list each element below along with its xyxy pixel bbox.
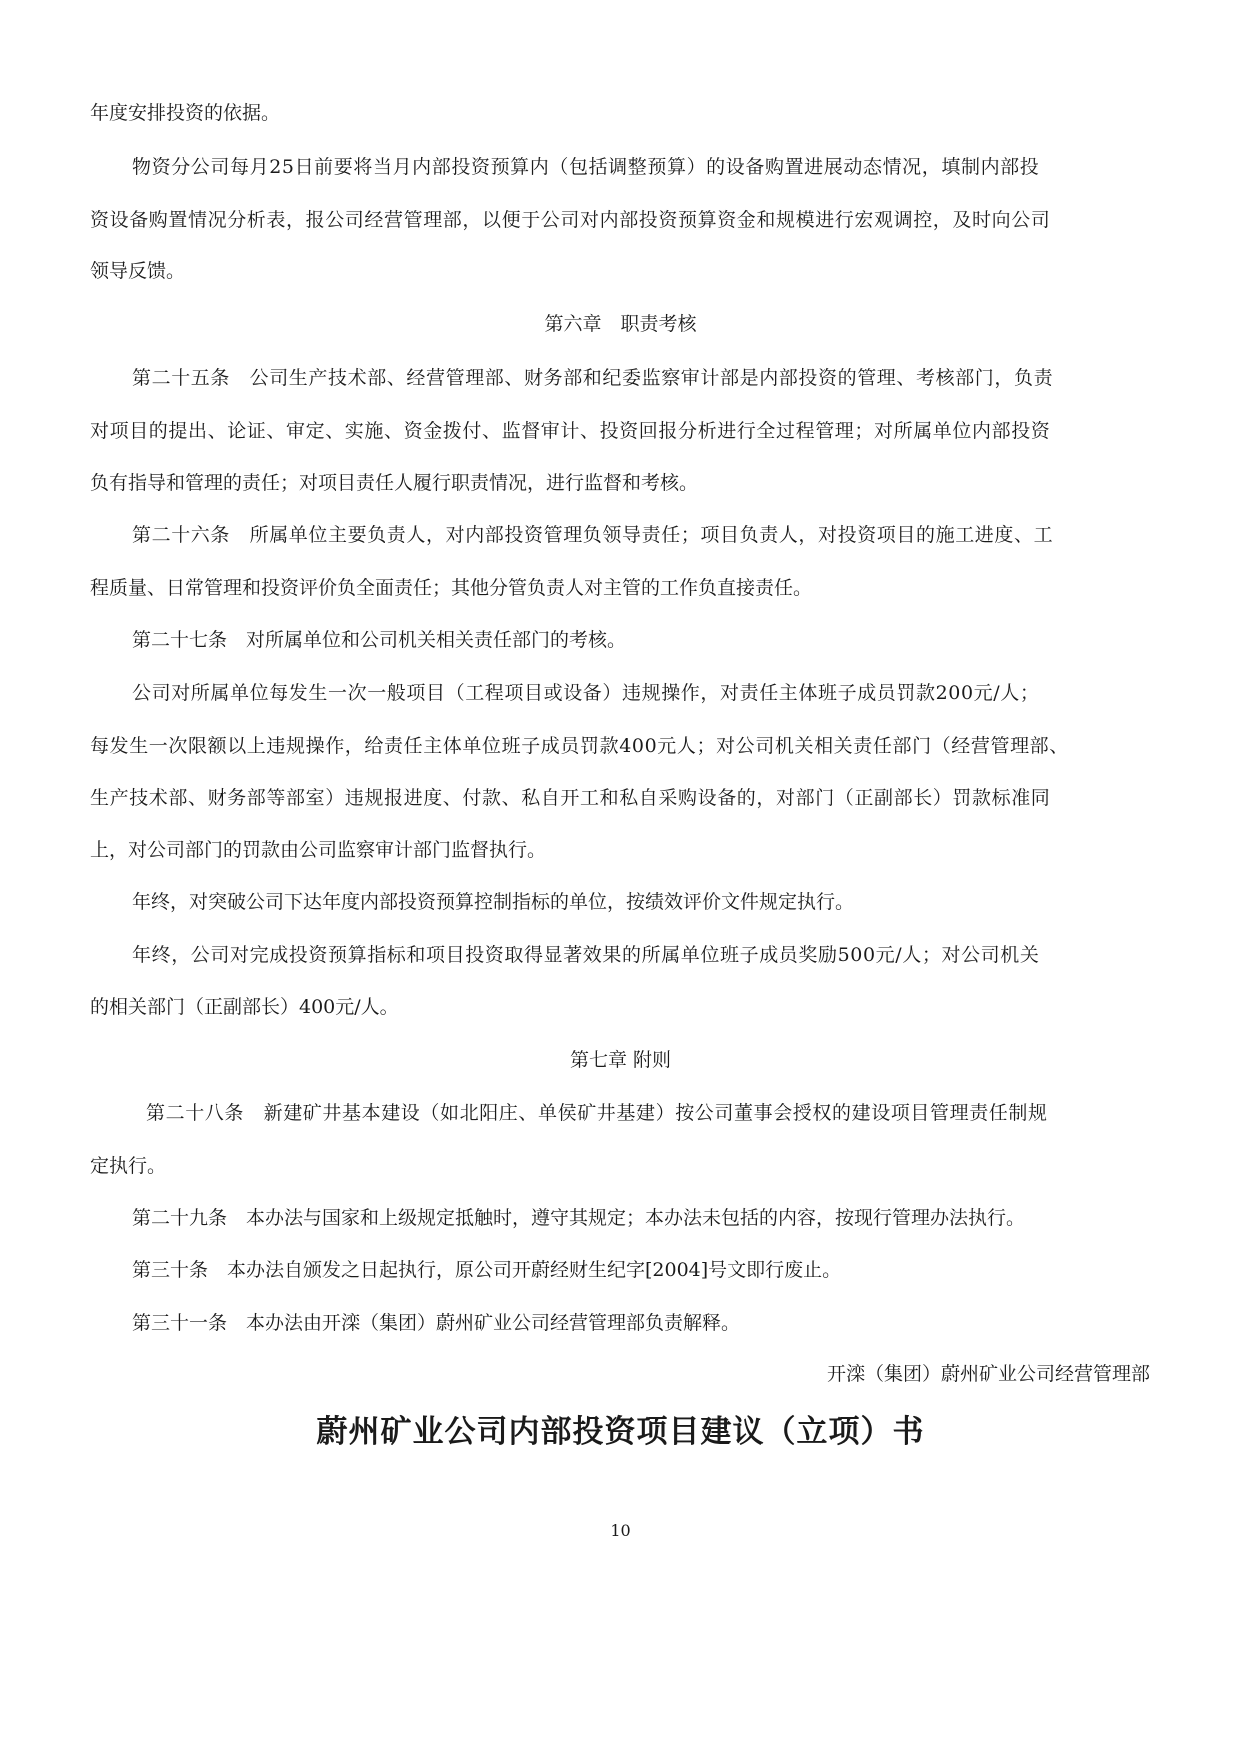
paragraph-line: 对项目的提出、论证、审定、实施、资金拨付、监督审计、投资回报分析进行全过程管理；对所属单位内部投资	[90, 420, 1051, 442]
paragraph-line: 生产技术部、财务部等部室）违规报进度、付款、私自开工和私自采购设备的，对部门（正副部长）罚款标准同	[90, 787, 1051, 809]
paragraph-line: 每发生一次限额以上违规操作，给责任主体单位班子成员罚款400元人；对公司机关相关责任部门（经营管理部、	[90, 735, 1069, 757]
paragraph-line: 年度安排投资的依据。	[90, 102, 281, 124]
paragraph-line: 上，对公司部门的罚款由公司监察审计部门监督执行。	[90, 839, 547, 861]
paragraph-line: 定执行。	[90, 1155, 167, 1177]
paragraph-line: 第二十五条 公司生产技术部、经营管理部、财务部和纪委监察审计部是内部投资的管理、考核部门，负责	[132, 367, 1054, 389]
paragraph-line: 公司对所属单位每发生一次一般项目（工程项目或设备）违规操作，对责任主体班子成员罚款200元/人；	[132, 682, 1040, 704]
paragraph-line: 第二十六条 所属单位主要负责人，对内部投资管理负领导责任；项目负责人，对投资项目的施工进度、工	[132, 524, 1054, 546]
paragraph-line: 程质量、日常管理和投资评价负全面责任；其他分管负责人对主管的工作负直接责任。	[90, 577, 813, 599]
page-number: 10	[610, 1521, 631, 1540]
paragraph-line: 领导反馈。	[90, 260, 186, 282]
paragraph-line: 第二十七条 对所属单位和公司机关相关责任部门的考核。	[132, 629, 627, 651]
paragraph-line: 物资分公司每月25日前要将当月内部投资预算内（包括调整预算）的设备购置进展动态情况，填制内部投	[132, 156, 1040, 178]
paragraph-line: 第三十条 本办法自颁发之日起执行，原公司开蔚经财生纪字[2004]号文即行废止。	[132, 1259, 842, 1281]
paragraph-line: 的相关部门（正副部长）400元/人。	[90, 996, 399, 1018]
chapter-heading: 第七章 附则	[569, 1049, 672, 1071]
paragraph-line: 第二十九条 本办法与国家和上级规定抵触时，遵守其规定；本办法未包括的内容，按现行管理办法执行。	[132, 1207, 1026, 1229]
paragraph-line: 资设备购置情况分析表，报公司经营管理部，以便于公司对内部投资预算资金和规模进行宏观调控，及时向公司	[90, 209, 1051, 231]
paragraph-line: 年终，对突破公司下达年度内部投资预算控制指标的单位，按绩效评价文件规定执行。	[132, 891, 855, 913]
paragraph-line: 年终，公司对完成投资预算指标和项目投资取得显著效果的所属单位班子成员奖励500元/人；对公司机关	[132, 944, 1040, 966]
paragraph-line: 负有指导和管理的责任；对项目责任人履行职责情况，进行监督和考核。	[90, 472, 699, 494]
paragraph-line: 第三十一条 本办法由开滦（集团）蔚州矿业公司经营管理部负责解释。	[132, 1312, 741, 1334]
form-title: 蔚州矿业公司内部投资项目建议（立项）书	[316, 1414, 925, 1450]
issuer-signature: 开滦（集团）蔚州矿业公司经营管理部	[826, 1363, 1150, 1385]
chapter-heading: 第六章 职责考核	[544, 313, 697, 335]
paragraph-line: 第二十八条 新建矿井基本建设（如北阳庄、单侯矿井基建）按公司董事会授权的建设项目管理责任制规	[146, 1102, 1048, 1124]
